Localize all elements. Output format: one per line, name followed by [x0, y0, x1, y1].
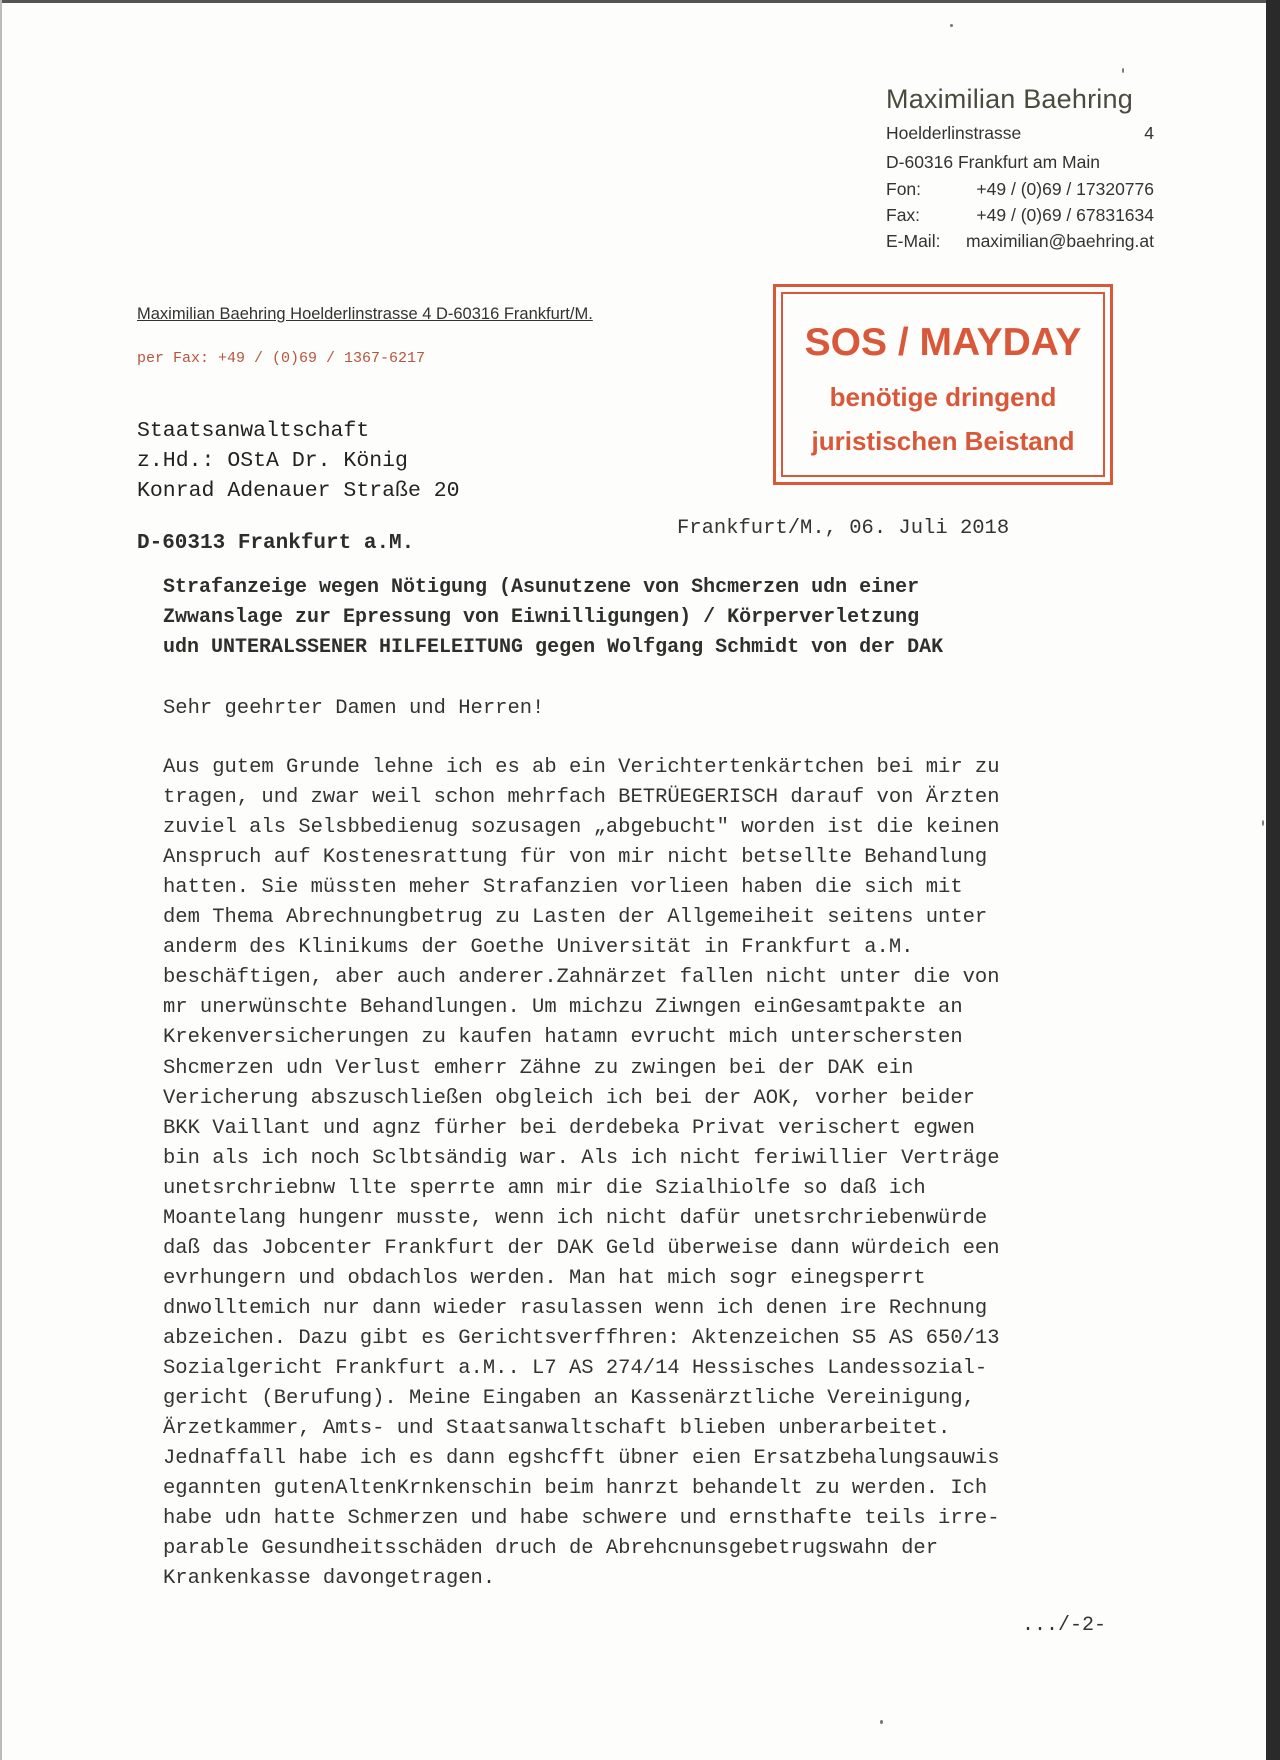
subject-line: Zwwanslage zur Epressung von Eiwnilligungen) / Körperverletzung — [163, 606, 920, 629]
body-line: unetsrchriebnw llte sperrte amn mir die Szialhiolfe so daß ich — [163, 1176, 926, 1200]
letterhead-city: D-60316 Frankfurt am Main — [886, 152, 1100, 172]
page-continuation: .../-2- — [1022, 1614, 1107, 1637]
body-line: bin als ich noch Sclbtsändig war. Als ich nicht feriwilliег Verträge — [163, 1146, 1000, 1170]
stamp-line-2: benötige dringend — [829, 382, 1057, 412]
letterhead-street: Hoelderlinstrasse — [886, 123, 1022, 143]
subject-line: udn UNTERALSSENER HILFELEITUNG gegen Wolfgang Schmidt von der DAK — [163, 636, 944, 659]
fax-label: Fax: — [886, 205, 921, 225]
body-line: dem Thema Abrechnungbetrug zu Lasten der Allgemeiheit seitens unter — [163, 906, 988, 930]
body-line: Krekenversicherungen zu kaufen hatamn evrucht mich unterschersten — [163, 1026, 963, 1050]
body-line: Sozialgericht Frankfurt a.M.. L7 AS 274/14 Hessisches Landessozial- — [163, 1357, 988, 1380]
salutation: Sehr geehrter Damen und Herren! — [163, 697, 545, 720]
letterhead-fon-line — [886, 179, 1154, 200]
body-line: Aus gutem Grunde lehne ich es ab ein Verichtertenkärtchen bei mir zu — [163, 756, 1000, 779]
letterhead-street-line — [886, 123, 1154, 144]
body-line: tragen, und zwar weil schon mehrfach BETRÜEGERISCH darauf von Ärzten — [163, 786, 1000, 810]
body-line: anderm des Klinikums der Goethe Universität in Frankfurt a.M. — [163, 936, 914, 960]
body-line: hatten. Sie müssten meher Strafanzien vorlieen haben die sich mit — [163, 876, 963, 900]
body-line: BKK Vaillant und agnz fürher bei derdebeka Privat verischert egwen — [163, 1116, 975, 1140]
stamp-line-3: juristischen Beistand — [811, 426, 1075, 456]
recipient-line: Staatsanwaltschaft — [137, 419, 370, 443]
letter-date: Frankfurt/M., 06. Juli 2018 — [677, 517, 1010, 540]
body-line: daß das Jobcenter Frankfurt der DAK Geld überweise dann würdeich een — [163, 1236, 1000, 1260]
body-line: habe udn hatte Schmerzen und habe schwere und ernsthafte teils irre- — [163, 1507, 1000, 1531]
letterhead-house-number: 4 — [1144, 123, 1154, 143]
return-address: Maximilian Baehring Hoelderlinstrasse 4 D-60316 Frankfurt/M. — [137, 305, 593, 323]
scan-edge-top — [0, 0, 1266, 3]
scan-edge-left — [0, 0, 2, 1760]
email-value: maximilian@baehring.at — [966, 231, 1154, 251]
recipient-city: D-60313 Frankfurt a.M. — [137, 532, 415, 555]
body-line: beschäftigen, aber auch anderer.Zahnärzet fallen nicht unter die von — [163, 966, 1000, 990]
stamp-title: SOS / MAYDAY — [804, 321, 1082, 364]
recipient-line: z.Hd.: OStA Dr. König — [137, 449, 408, 473]
email-label: E-Mail: — [886, 231, 941, 251]
body-line: abzeichen. Dazu gibt es Gerichtsverffhren: Aktenzeichen S5 AS 650/13 — [163, 1326, 1000, 1350]
body-line: Krankenkasse davongetragen. — [163, 1567, 496, 1591]
body-line: Shcmerzen udn Verlust emherr Zähne zu zwingen bei der DAK ein — [163, 1056, 914, 1080]
sos-stamp — [773, 284, 1113, 485]
body-line: egannten gutenAltenKrnkenschin beim hanrzt behandelt zu werden. Ich — [163, 1477, 988, 1501]
body-line: gericht (Berufung). Meine Eingaben an Kassenärztliche Vereinigung, — [163, 1387, 975, 1411]
body-line: evrhungern und obdachlos werden. Man hat mich sogr einegsperrt — [163, 1266, 926, 1290]
body-line: Jednaffall habe ich es dann egshcfft übner eien Ersatzbehalungsauwis — [163, 1447, 1000, 1471]
body-line: parable Gesundheitsschäden druch de Abrehcnunsgebetrugswahn der — [163, 1537, 939, 1561]
fon-label: Fon: — [886, 179, 922, 199]
body-line: Ärzetkammer, Amts- und Staatsanwaltschaft blieben unberarbeitet. — [163, 1417, 951, 1441]
fax-number-line: per Fax: +49 / (0)69 / 1367-6217 — [137, 350, 426, 367]
body-line: Moantelang hungenr musste, wenn ich nicht dafür unetsrchriebenwürde — [163, 1206, 988, 1230]
fax-value: +49 / (0)69 / 67831634 — [976, 205, 1154, 225]
recipient-line: Konrad Adenauer Straße 20 — [137, 479, 460, 503]
fon-value: +49 / (0)69 / 17320776 — [976, 179, 1154, 199]
body-line: dnwolltemich nur dann wieder rasulassen wenn ich denen ire Rechnung — [163, 1296, 988, 1320]
subject-line: Strafanzeige wegen Nötigung (Asunutzene von Shcmerzen udn einer — [163, 576, 920, 599]
body-line: Vericherung abszuschließen obgleich ich bei der AOK, vorher beider — [163, 1086, 975, 1110]
body-line: Anspruch auf Kostenesrattung für von mir nicht betsellte Behandlung — [163, 846, 988, 870]
letterhead-email-line — [886, 231, 1154, 252]
body-line: zuviel als Selsbbedienug sozusagen „abgebucht" worden ist die keinen — [163, 816, 1000, 840]
body-line: mr unerwünschte Behandlungen. Um michzu Ziwngen einGesamtpakte an — [163, 996, 963, 1020]
letterhead-name: Maximilian Baehring — [886, 84, 1133, 114]
letterhead-fax-line — [886, 205, 1154, 226]
